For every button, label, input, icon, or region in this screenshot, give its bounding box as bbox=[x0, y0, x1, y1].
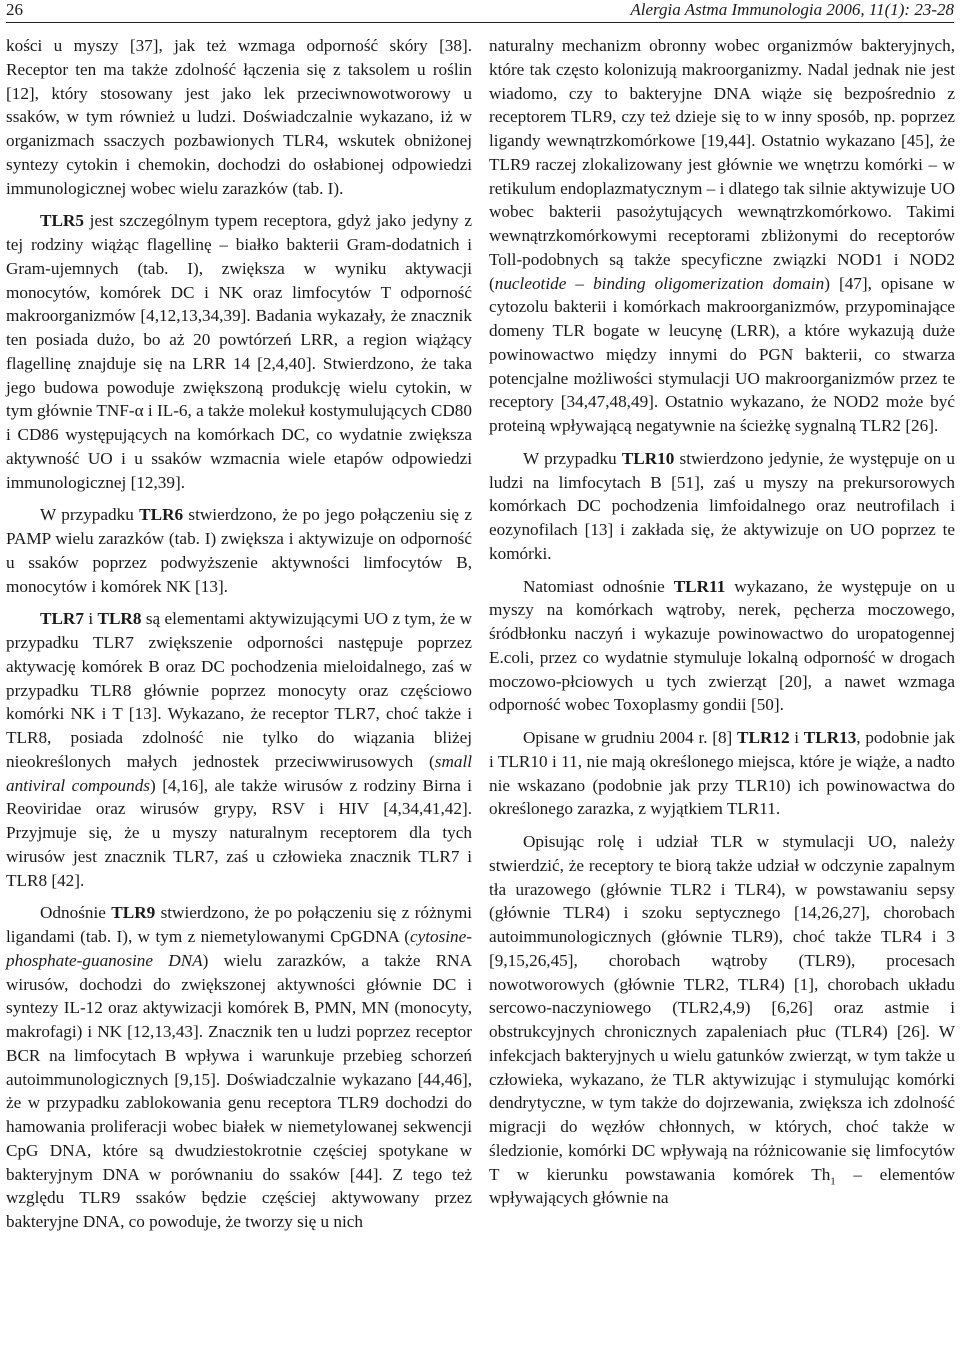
paragraph bbox=[489, 575, 955, 718]
text-run: Opisane w grudniu 2004 r. [8] bbox=[523, 728, 738, 747]
paragraph bbox=[489, 830, 955, 1210]
text-run: Odnośnie bbox=[40, 903, 112, 923]
text-run: ) wielu zarazków, a także RNA wirusów, dochodzi do zwiększonej aktywności głównie DC i syntezy IL-12 oraz aktywizacji komórek B, PMN, MN (monocyty, makrofagi) i NK [12,13,43]. Znacznik ten u ludzi poprzez receptor BCR na limfocytach B wpływa i warunkuje przebieg schorzeń autoimmunologicznych [9,15]. Doświadczalnie wykazano [44,46], że w przypadku zablokowania genu receptora TLR9 dochodzi do hamowania proliferacji wobec białek w niemetylowanej sekwencji CpG DNA, które są dwudziestokrotnie częściej spotykane w bakteryjnym DNA w porównaniu do ssaków [44]. Z tego też względu TLR9 ssaków będzie częściej aktywowany przez bakteryjne DNA, co powoduje, że tworzy się u nich bbox=[6, 950, 472, 1231]
text-run: stwierdzono, że po jego połączeniu się z PAMP wielu zarazków (tab. I) zwiększa i aktywizuje on odporność u ssaków poprzez podwyższenie aktywności limfocytów B, monocytów i komórek NK [13]. bbox=[6, 505, 472, 596]
journal-citation: Alergia Astma Immunologia 2006, 11(1): 23-28 bbox=[630, 0, 954, 19]
paragraph bbox=[6, 901, 472, 1234]
text-run: kości u myszy [37], jak też wzmaga odporność skóry [38]. Receptor ten ma także zdolność łączenia się z taksolem u roślin [12], który stosowany jest jako lek przeciwnowotworowy u ssaków, w tym również u ludzi. Doświadczalnie wykazano, iż w organizmach ssaczych pozbawionych TLR4, wskutek obniżonej syntezy cytokin i chemokin, dochodzi do osłabionej odpowiedzi immunologicznej wobec wielu zarazków (tab. I). bbox=[6, 36, 472, 198]
header-rule bbox=[6, 22, 954, 23]
left-text-column bbox=[6, 34, 472, 1243]
bold-term: TLR9 bbox=[111, 903, 156, 923]
paragraph bbox=[489, 447, 955, 566]
text-run: ) [4,16], ale także wirusów z rodziny Birna i Reoviridae oraz wirusów grypy, RSV i HIV [4,34,41,42]. Przyjmuje się, że u myszy naturalnym receptorem dla tych wirusów jest znacznik TLR7, zaś u człowieka znacznik TLR7 i TLR8 [42]. bbox=[6, 775, 472, 890]
text-run: jest szczególnym typem receptora, gdyż jako jedyny z tej rodziny wiążąc flagellinę – białko bakterii Gram-dodatnich i Gram-ujemnych (tab. I), zwiększa w wyniku aktywacji monocytów, komórek DC i NK oraz limfocytów T odporność makroorganizmów [4,12,13,34,39]. Badania wykazały, że znacznik ten posiada dużo, bo aż 20 powtórzeń LRR, a region wiążący flagellinę znajduje się na LRR 14 [2,4,40]. Stwierdzono, że taka jego budowa powoduje zwiększoną produkcję wielu cytokin, w tym głównie TNF-α i IL-6, a także molekuł kostymulujących CD80 i CD86 występujących na komórkach DC, co wydatnie zwiększa aktywność UO i u ssaków wzmacnia wiele etapów odpowiedzi immunologicznej [12,39]. bbox=[6, 211, 472, 492]
text-run: W przypadku bbox=[40, 505, 140, 525]
italic-term: nucleotide – binding oligomerization domain bbox=[494, 273, 825, 293]
paragraph bbox=[489, 726, 955, 821]
paragraph bbox=[6, 607, 472, 892]
text-run: są elementami aktywizującymi UO z tym, że w przypadku TLR7 zwiększenie odporności następuje poprzez aktywację komórek B oraz DC pochodzenia mieloidalnego, zaś w przypadku TLR8 głównie poprzez monocyty oraz częściowo komórki NK i T [13]. Wykazano, że receptor TLR7, choć także i TLR8, posiada zdolność nie tylko do wiązania bliżej nieokreślonych małych jednostek przeciwwirusowych ( bbox=[6, 609, 472, 771]
paragraph bbox=[6, 209, 472, 494]
paragraph bbox=[489, 34, 955, 438]
bold-term: TLR11 bbox=[673, 576, 726, 596]
italic-term: cytosine-phosphate-guanosine DNA bbox=[6, 927, 472, 970]
text-run: i bbox=[789, 728, 804, 747]
page-header bbox=[6, 0, 954, 22]
page-number: 26 bbox=[6, 0, 23, 19]
paragraph bbox=[6, 34, 472, 200]
text-run: W przypadku bbox=[523, 448, 622, 468]
bold-term: TLR13 bbox=[803, 728, 857, 747]
subscript: 1 bbox=[830, 1174, 836, 1187]
bold-term: TLR12 bbox=[737, 728, 790, 747]
paragraph bbox=[6, 503, 472, 598]
text-run: stwierdzono jedynie, że występuje on u ludzi na limfocytach B [51], zaś u myszy na prekursorowych komórkach DC pochodzenia limfoidalnego oraz neutrofilach i eozynofilach [13] i zakłada się, że aktywizuje on UO poprzez te komórki. bbox=[489, 448, 955, 563]
text-run: Natomiast odnośnie bbox=[523, 576, 674, 596]
text-run: , podobnie jak i TLR10 i 11, nie mają określonego miejsca, które je wiąże, a nadto nie wskazano (podobnie jak przy TLR10) ich powinowactwa do określonego zarazka, z wyjątkiem TLR11. bbox=[489, 728, 955, 819]
text-run: stwierdzono, że po połączeniu się z różnymi ligandami (tab. I), w tym z niemetylowanymi CpGDNA ( bbox=[6, 903, 472, 946]
text-run: Opisując rolę i udział TLR w stymulacji UO, należy stwierdzić, że receptory te biorą także udział w odczynie zapalnym tła urazowego (głównie TLR2 i TLR4), w powstawaniu sepsy (głównie TLR4) i szoku septycznego [14,26,27], chorobach autoimmunologicznych (głównie TLR9), choć także TLR4 i 3 [9,15,26,45], chorobach wątroby (TLR9), procesach nowotworowych (głównie TLR2, TLR4) [1], chorobach układu sercowo-naczyniowego (TLR2,4,9) [6,26] oraz astmie i obstrukcyjnych chronicznych zapaleniach płuc (TLR4) [26]. W infekcjach bakteryjnych u wielu gatunków zwierząt, w tym także u człowieka, wykazano, że TLR aktywizując i stymulując komórki dendrytyczne, w tym także do dojrzewania, zwiększa ich zdolność migracji do węzłów chłonnych, w których, choć także w śledzionie, komórki DC wpływają na różnicowanie się limfocytów T w kierunku powstawania komórek Th bbox=[489, 832, 955, 1184]
text-run: – elementów wpływających głównie na bbox=[489, 1164, 955, 1208]
text-run: wykazano, że występuje on u myszy na komórkach wątroby, nerek, pęcherza moczowego, śródbłonku naczyń i wykazuje powinowactwo do uropatogennej E.coli, przez co wydatnie stymuluje lokalną odporność w drogach moczowo-płciowych u tych zwierząt [20], a nawet wzmaga odporność wobec Toxoplasmy gondii [50]. bbox=[489, 576, 955, 715]
text-run: ) [47], opisane w cytozolu bakterii i komórkach makroorganizmów, przypominające domeny TLR bogate w leucynę (LRR), a które wykazują duże powinowactwo między innymi do PGN bakterii, co stwarza potencjalne możliwości stymulacji UO makroorganizmów przez te receptory [34,47,48,49]. Ostatnio wykazano, że NOD2 może być proteiną wpływającą negatywnie na ścieżkę sygnalną TLR2 [26]. bbox=[489, 273, 955, 435]
bold-term: TLR6 bbox=[139, 505, 184, 525]
bold-term: TLR7 bbox=[40, 609, 84, 629]
right-text-column bbox=[489, 34, 955, 1219]
text-run: naturalny mechanizm obronny wobec organizmów bakteryjnych, które tak często kolonizują makroorganizmy. Nadal jednak nie jest wiadomo, czy to bakteryjne DNA wiąże się bezpośrednio z receptorem TLR9, czy też dzieje się to w inny sposób, np. poprzez ligandy wewnątrzkomórkowe [19,44]. Ostatnio wykazano [45], że TLR9 raczej zlokalizowany jest głównie we wnętrzu komórki – w retikulum endoplazmatycznym – i dlatego tak silnie aktywizuje UO wobec bakterii pasożytujących wewnątrzkomórkowo. Takimi wewnątrzkomórkowymi receptorami zbliżonymi do receptorów Toll-podobnych są także specyficzne związki NOD1 i NOD2 ( bbox=[489, 36, 955, 293]
bold-term: TLR10 bbox=[621, 448, 675, 468]
text-run: i bbox=[83, 609, 98, 629]
bold-term: TLR5 bbox=[40, 211, 84, 231]
italic-term: small antiviral compounds bbox=[6, 751, 472, 795]
bold-term: TLR8 bbox=[97, 609, 142, 629]
